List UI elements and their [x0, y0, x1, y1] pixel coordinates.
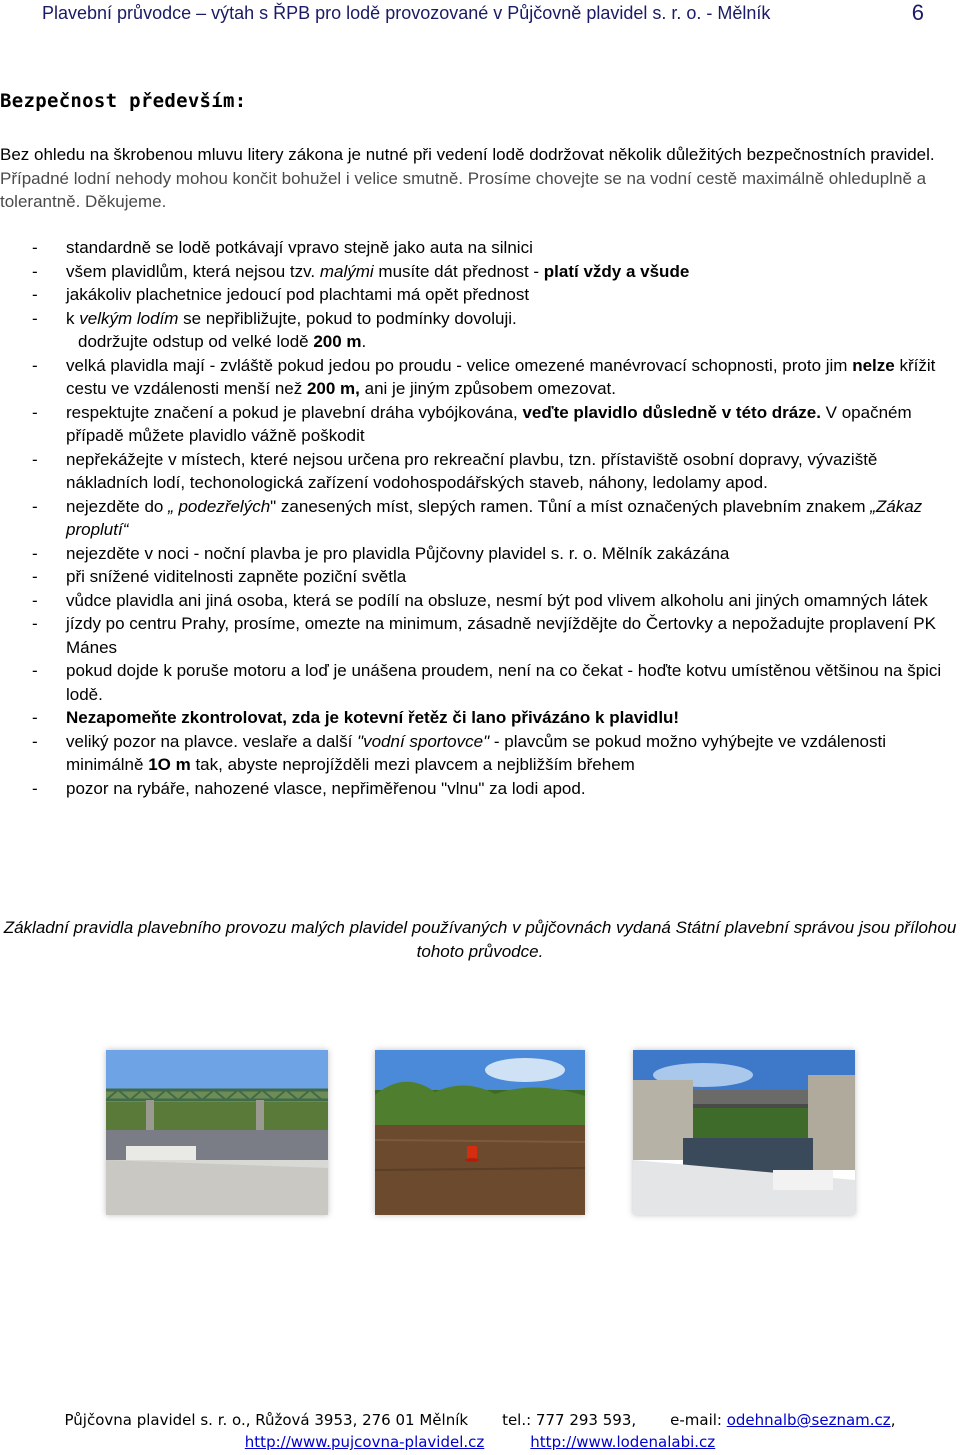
list-item: [0, 448, 960, 495]
list-item: [0, 542, 960, 566]
bullet-dash: -: [32, 567, 38, 586]
footer-email-link[interactable]: odehnalb@seznam.cz: [726, 1411, 891, 1429]
rule-text-bold: platí vždy a všude: [543, 261, 690, 281]
list-item: [0, 565, 960, 589]
rule-text: při snížené viditelnosti zapněte poziční světla: [66, 567, 407, 586]
list-item-continued: [0, 330, 960, 354]
section-heading: Bezpečnost především:: [0, 90, 247, 112]
rule-text: V opačném případě můžete plavidlo vážně poškodit: [66, 402, 912, 445]
rule-text-bold: 1O m: [148, 755, 191, 774]
bullet-dash: -: [32, 590, 38, 610]
footer-contact: [0, 1411, 960, 1429]
rule-text: - plavcům se pokud možno vyhýbejte ve vzdálenosti minimálně: [66, 731, 887, 774]
rule-text: pozor na rybáře, nahozené vlasce, nepřiměřenou "vlnu" za lodi apod.: [66, 778, 586, 798]
list-item: [0, 401, 960, 448]
list-item: [0, 612, 960, 659]
footer-email-label: e-mail:: [670, 1411, 727, 1429]
rule-text: .: [361, 332, 367, 351]
rule-text-italic: malými: [319, 261, 374, 281]
bullet-dash: -: [32, 778, 38, 798]
rule-text: pokud dojde k poruše motoru a loď je unášena proudem, není na co čekat - hoďte kotvu umístěnou většinou na špici lodě.: [66, 661, 942, 704]
list-item: [0, 589, 960, 613]
rule-text: standardně se lodě potkávají vpravo stejně jako auta na silnici: [66, 238, 533, 257]
rule-text-bold: Nezapomeňte zkontrolovat, zda je kotevní řetěz či lano přivázáno k plavidlu!: [66, 708, 680, 727]
list-item: [0, 777, 960, 801]
list-item: [0, 307, 960, 331]
rule-text: nepřekážejte v místech, které nejsou určena pro rekreační plavbu, tzn. přístaviště osobní dopravy, vývaziště nákladních lodí, techonologická zařízení vodohospodářských staveb, náhony, ledolamy apod.: [66, 449, 878, 492]
rule-text: " zanesených míst, slepých ramen. Tůní a míst označených plavebním znakem: [270, 496, 871, 516]
list-item: [0, 730, 960, 777]
list-item: [0, 659, 960, 706]
list-item: [0, 260, 960, 284]
rule-text: k: [66, 308, 80, 328]
photo-lock-bridge: [633, 1050, 855, 1215]
bullet-dash: -: [32, 355, 38, 375]
rule-text: respektujte značení a pokud je plavební dráha vybójkována,: [66, 402, 523, 422]
bullet-dash: -: [32, 731, 38, 751]
footer-links: [0, 1433, 960, 1451]
rule-text: všem plavidlům, která nejsou tzv.: [66, 261, 320, 281]
intro-paragraph: [0, 143, 950, 214]
intro-text-1: Bez ohledu na škrobenou mluvu litery zákona je nutné při vedení lodě dodržovat několik důležitých bezpečnostních pravidel.: [0, 145, 935, 164]
intro-text-2: Případné lodní nehody mohou končit bohužel i velice smutně. Prosíme chovejte se na vodní cestě maximálně ohleduplně a tolerantně. Děkujeme.: [0, 168, 927, 211]
rule-text: tak, abyste neprojížděli mezi plavcem a nejbližším břehem: [190, 755, 635, 774]
rule-text: ani je jiným způsobem omezovat.: [359, 379, 616, 398]
footer-web-link-1[interactable]: http://www.pujcovna-plavidel.cz: [244, 1433, 485, 1451]
list-item: [0, 354, 960, 401]
rule-text: veliký pozor na plavce. veslaře a další: [66, 731, 358, 751]
bullet-dash: -: [32, 496, 38, 516]
rule-text: se nepřibližujte, pokud to podmínky dovoluji.: [178, 308, 517, 328]
rule-text: vůdce plavidla ani jiná osoba, která se podílí na obsluze, nesmí být pod vlivem alkoholu ani jiných omamných látek: [66, 590, 928, 610]
header-title: Plavební průvodce – výtah s ŘPB pro lodě provozované v Půjčovně plavidel s. r. o. - Mělník: [42, 3, 771, 23]
rule-text: velká plavidla mají - zvláště pokud jedou po proudu - velice omezené manévrovací schopnosti, proto jim: [66, 355, 853, 375]
bullet-dash: -: [32, 308, 38, 328]
bullet-dash: -: [32, 402, 38, 422]
rule-text: musíte dát přednost -: [373, 261, 544, 281]
bullet-dash: -: [32, 708, 38, 727]
rule-text: jízdy po centru Prahy, prosíme, omezte na minimum, zásadně nevjíždějte do Čertovky a nepožadujte proplavení PK Mánes: [66, 614, 936, 657]
photo-river-buoy: [375, 1050, 585, 1215]
safety-rules-list: [0, 236, 960, 800]
rule-text: jakákoliv plachetnice jedoucí pod plachtami má opět přednost: [66, 285, 530, 304]
footer-phone: tel.: 777 293 593,: [502, 1411, 637, 1429]
rule-text-italic: velkým lodím: [79, 308, 179, 328]
list-item: [0, 495, 960, 542]
rule-text: křížit cestu ve vzdálenosti menší než: [66, 355, 936, 398]
list-item: [0, 283, 960, 307]
appendix-note: Základní pravidla plavebního provozu malých plavidel používaných v půjčovnách vydaná Státní plavební správou jsou přílohou tohoto průvodce.: [3, 918, 957, 961]
bullet-dash: -: [32, 543, 38, 563]
page-number: 6: [911, 0, 924, 25]
rule-text-bold: veďte plavidlo důsledně v této dráze.: [522, 402, 821, 422]
rule-text-bold: 200 m,: [306, 379, 360, 398]
bullet-dash: -: [32, 285, 38, 304]
rule-text-italic: „Zákaz proplutí“: [66, 496, 923, 539]
bullet-dash: -: [32, 614, 38, 633]
bullet-dash: -: [32, 661, 38, 680]
footer-web-link-2[interactable]: http://www.lodenalabi.cz: [530, 1433, 716, 1451]
list-item: [0, 706, 960, 730]
rule-text-italic: „ podezřelých: [168, 496, 271, 516]
footer-email-suffix: ,: [890, 1411, 896, 1429]
list-item: [0, 236, 960, 260]
bullet-dash: -: [32, 238, 38, 257]
rule-text: dodržujte odstup od velké lodě: [78, 332, 314, 351]
bullet-dash: -: [32, 261, 38, 281]
bullet-dash: -: [32, 449, 38, 469]
rule-text: nejezděte do: [66, 496, 169, 516]
rule-text-italic: "vodní sportovce": [357, 731, 490, 751]
footer-company: Půjčovna plavidel s. r. o., Růžová 3953, 276 01 Mělník: [64, 1411, 469, 1429]
page-header: [0, 0, 960, 30]
rule-text-bold: nelze: [852, 355, 895, 375]
photo-bridge-from-boat: [106, 1050, 328, 1215]
rule-text: nejezděte v noci - noční plavba je pro plavidla Půjčovny plavidel s. r. o. Mělník zakázána: [66, 543, 730, 563]
rule-text-bold: 200 m: [313, 332, 362, 351]
